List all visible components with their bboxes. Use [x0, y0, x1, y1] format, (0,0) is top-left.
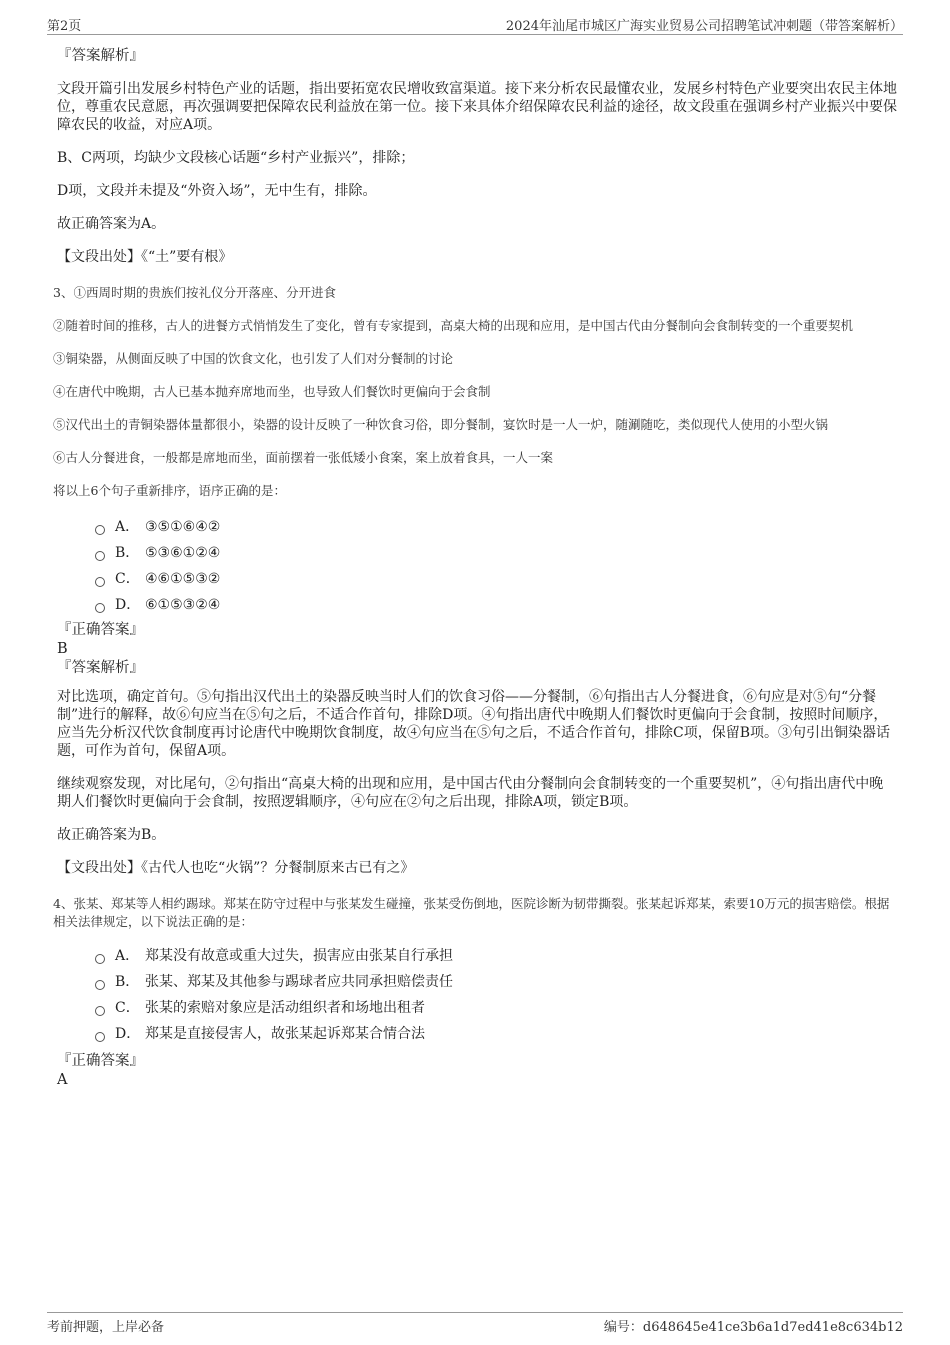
analysis-conclusion: 故正确答案为B。	[57, 827, 166, 843]
option-d[interactable]: D． 郑某是直接侵害人，故张某起诉郑某合情合法	[95, 1021, 897, 1047]
question-line: ⑤汉代出土的青铜染器体量都很小，染器的设计反映了一种饮食习俗，即分餐制，宴饮时是一人一炉，随涮随吃，类似现代人使用的小型火锅	[53, 417, 829, 432]
correct-answer: A	[57, 1072, 68, 1088]
correct-answer-label: 『正确答案』	[57, 622, 144, 638]
radio-button[interactable]	[95, 954, 105, 964]
footer-slogan: 考前押题，上岸必备	[47, 1320, 165, 1335]
document-title: 2024年汕尾市城区广海实业贸易公司招聘笔试冲刺题（带答案解析）	[505, 19, 903, 34]
radio-button[interactable]	[95, 980, 105, 990]
analysis-paragraph: 对比选项，确定首句。⑤句指出汉代出土的染器反映当时人们的饮食习俗——分餐制，⑥句指出古人分餐进食，⑥句应是对⑤句“分餐制”进行的解释，故⑥句应当在⑤句之后，不适合作首句，排除D项。④句指出唐代中晚期人们餐饮时更偏向于会食制，按照时间顺序，应当先分析汉代饮食制度再讨论唐代中晚期饮食制度，故④句应当在⑤句之后，不适合作首句，排除C项，保留B项。③句引出铜染器话题，可作为首句，保留A项。	[57, 689, 890, 759]
analysis-paragraph: 继续观察发现，对比尾句，②句指出“高桌大椅的出现和应用，是中国古代由分餐制向会食制转变的一个重要契机”，④句指出唐代中晚期人们餐饮时更偏向于会食制，按照逻辑顺序，④句应在②句之后出现，排除A项，锁定B项。	[57, 776, 884, 810]
correct-answer: B	[57, 641, 68, 657]
correct-answer-label: 『正确答案』	[57, 1053, 144, 1069]
option-a[interactable]: A． ③⑤①⑥④②	[95, 514, 897, 540]
option-a[interactable]: A． 郑某没有故意或重大过失，损害应由张某自行承担	[95, 943, 897, 969]
document-id: 编号：d648645e41ce3b6a1d7ed41e8c634b12	[603, 1320, 903, 1335]
analysis-paragraph: D项，文段并未提及“外资入场”，无中生有，排除。	[57, 183, 377, 199]
page-number: 第2页	[47, 19, 82, 34]
option-d[interactable]: D． ⑥①⑤③②④	[95, 592, 897, 618]
radio-button[interactable]	[95, 577, 105, 587]
question-stem: 4、张某、郑某等人相约踢球。郑某在防守过程中与张某发生碰撞，张某受伤倒地，医院诊断为韧带撕裂。张某起诉郑某，索要10万元的损害赔偿。根据相关法律规定，以下说法正确的是：	[53, 896, 890, 929]
option-c[interactable]: C． 张某的索赔对象应是活动组织者和场地出租者	[95, 995, 897, 1021]
source-citation: 【文段出处】《古代人也吃“火锅”？分餐制原来古已有之》	[57, 860, 415, 876]
q3-options	[95, 514, 897, 618]
question-prompt: 将以上6个句子重新排序，语序正确的是：	[53, 483, 286, 498]
page-header	[47, 12, 903, 35]
q4-options	[95, 943, 897, 1047]
analysis-conclusion: 故正确答案为A。	[57, 216, 166, 232]
question-line: ④在唐代中晚期，古人已基本抛弃席地而坐，也导致人们餐饮时更偏向于会食制	[53, 384, 491, 399]
radio-button[interactable]	[95, 551, 105, 561]
radio-button[interactable]	[95, 525, 105, 535]
analysis-label: 『答案解析』	[57, 660, 144, 676]
analysis-paragraph: B、C两项，均缺少文段核心话题“乡村产业振兴”，排除；	[57, 150, 415, 166]
radio-button[interactable]	[95, 603, 105, 613]
question-line: 3、①西周时期的贵族们按礼仪分开落座、分开进食	[53, 285, 336, 300]
option-b[interactable]: B． ⑤③⑥①②④	[95, 540, 897, 566]
radio-button[interactable]	[95, 1032, 105, 1042]
source-citation: 【文段出处】《“土”要有根》	[57, 249, 233, 265]
main-content	[53, 46, 897, 1089]
option-b[interactable]: B． 张某、郑某及其他参与踢球者应共同承担赔偿责任	[95, 969, 897, 995]
analysis-label: 『答案解析』	[57, 48, 144, 64]
radio-button[interactable]	[95, 1006, 105, 1016]
question-line: ③铜染器，从侧面反映了中国的饮食文化，也引发了人们对分餐制的讨论	[53, 351, 454, 366]
page-footer	[47, 1312, 903, 1335]
question-line: ⑥古人分餐进食，一般都是席地而坐，面前摆着一张低矮小食案，案上放着食具，一人一案	[53, 450, 554, 465]
question-line: ②随着时间的推移，古人的进餐方式悄悄发生了变化，曾有专家提到，高桌大椅的出现和应用，是中国古代由分餐制向会食制转变的一个重要契机	[53, 318, 854, 333]
analysis-paragraph: 文段开篇引出发展乡村特色产业的话题，指出要拓宽农民增收致富渠道。接下来分析农民最懂农业，发展乡村特色产业要突出农民主体地位，尊重农民意愿，再次强调要把保障农民利益放在第一位。接下来具体介绍保障农民利益的途径，故文段重在强调乡村产业振兴中要保障农民的收益，对应A项。	[57, 81, 897, 133]
option-c[interactable]: C． ④⑥①⑤③②	[95, 566, 897, 592]
